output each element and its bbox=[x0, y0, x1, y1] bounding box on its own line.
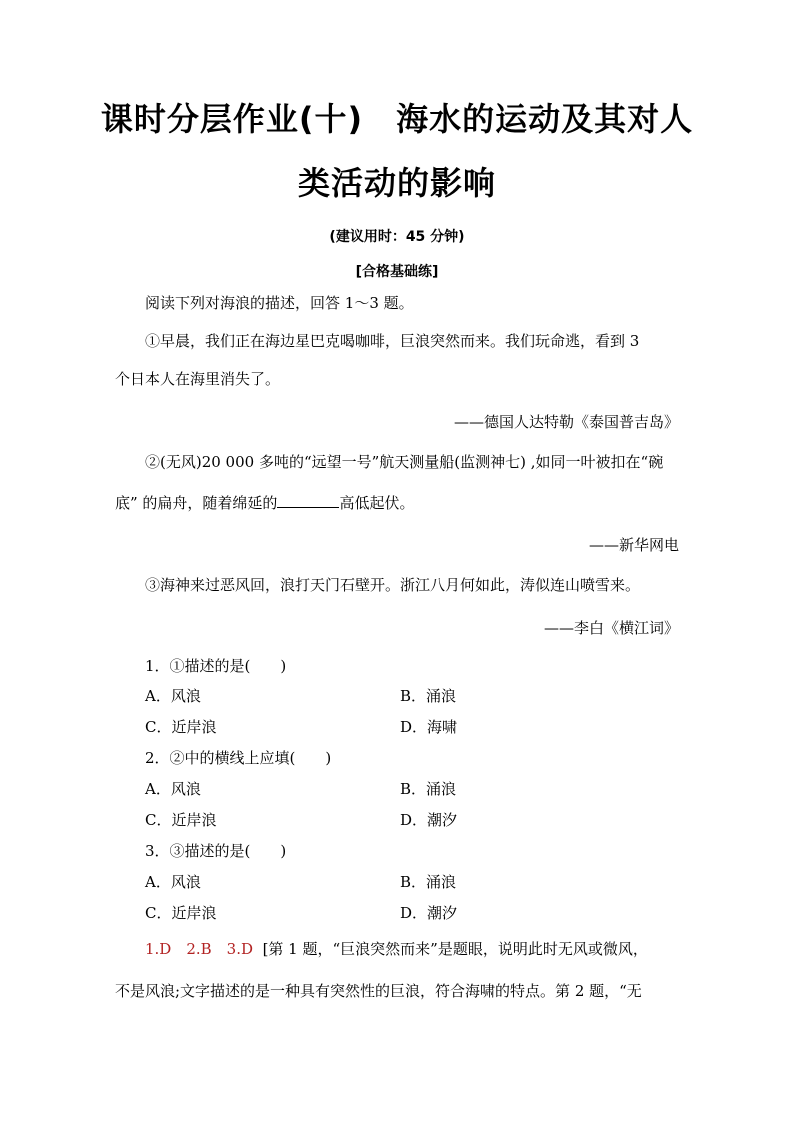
answer-line-1 bbox=[145, 938, 648, 960]
question-2-option-a: A．风浪 bbox=[145, 780, 201, 798]
passage3-line1: ③海神来过恶风回，浪打天门石壁开。浙江八月何如此，涛似连山喷雪来。 bbox=[145, 576, 641, 594]
answer-explain-line1: [第 1 题，“巨浪突然而来”是题眼，说明此时无风或微风， bbox=[262, 940, 648, 958]
answer-key: 1.D 2.B 3.D bbox=[145, 940, 254, 958]
fill-in-blank bbox=[277, 493, 339, 508]
question-3-option-b: B．涌浪 bbox=[400, 873, 457, 891]
passage2-line2-before: 底” 的扁舟，随着绵延的 bbox=[115, 494, 278, 512]
passage2-source: ——新华网电 bbox=[588, 536, 679, 554]
passage2-line2 bbox=[115, 492, 414, 514]
page-title-line-2: 类活动的影响 bbox=[297, 164, 496, 202]
passage1-line2: 个日本人在海里消失了。 bbox=[115, 370, 281, 388]
question-2-option-d: D．潮汐 bbox=[400, 811, 458, 829]
question-3-option-a: A．风浪 bbox=[145, 873, 201, 891]
question-3-stem: 3．③描述的是( ) bbox=[145, 842, 287, 860]
passage1-source: ——德国人达特勒《泰国普吉岛》 bbox=[453, 413, 679, 431]
page-title-line-1: 课时分层作业(十) 海水的运动及其对人 bbox=[100, 100, 694, 138]
question-2-option-c: C．近岸浪 bbox=[145, 811, 217, 829]
passage2-line2-after: 高低起伏。 bbox=[339, 494, 415, 512]
question-3-option-c: C．近岸浪 bbox=[145, 904, 217, 922]
answer-explain-line2: 不是风浪;文字描述的是一种具有突然性的巨浪，符合海啸的特点。第 2 题，“无 bbox=[115, 982, 642, 1000]
question-1-option-d: D．海啸 bbox=[400, 718, 458, 736]
passage2-line1: ②(无风)20 000 多吨的“远望一号”航天测量船(监测神七) ,如同一叶被扣在“碗 bbox=[145, 453, 664, 471]
section-heading: [合格基础练] bbox=[355, 264, 439, 280]
question-2-option-b: B．涌浪 bbox=[400, 780, 457, 798]
question-1-stem: 1．①描述的是( ) bbox=[145, 657, 287, 675]
passage1-line1: ①早晨，我们正在海边星巴克喝咖啡，巨浪突然而来。我们玩命逃，看到 3 bbox=[145, 332, 640, 350]
passage3-source: ——李白《横江词》 bbox=[543, 619, 679, 637]
question-1-option-c: C．近岸浪 bbox=[145, 718, 217, 736]
intro-text: 阅读下列对海浪的描述，回答 1～3 题。 bbox=[145, 294, 414, 312]
question-1-option-a: A．风浪 bbox=[145, 687, 201, 705]
question-2-stem: 2．②中的横线上应填( ) bbox=[145, 749, 332, 767]
question-1-option-b: B．涌浪 bbox=[400, 687, 457, 705]
question-3-option-d: D．潮汐 bbox=[400, 904, 458, 922]
suggested-time: (建议用时：45 分钟) bbox=[329, 229, 465, 245]
